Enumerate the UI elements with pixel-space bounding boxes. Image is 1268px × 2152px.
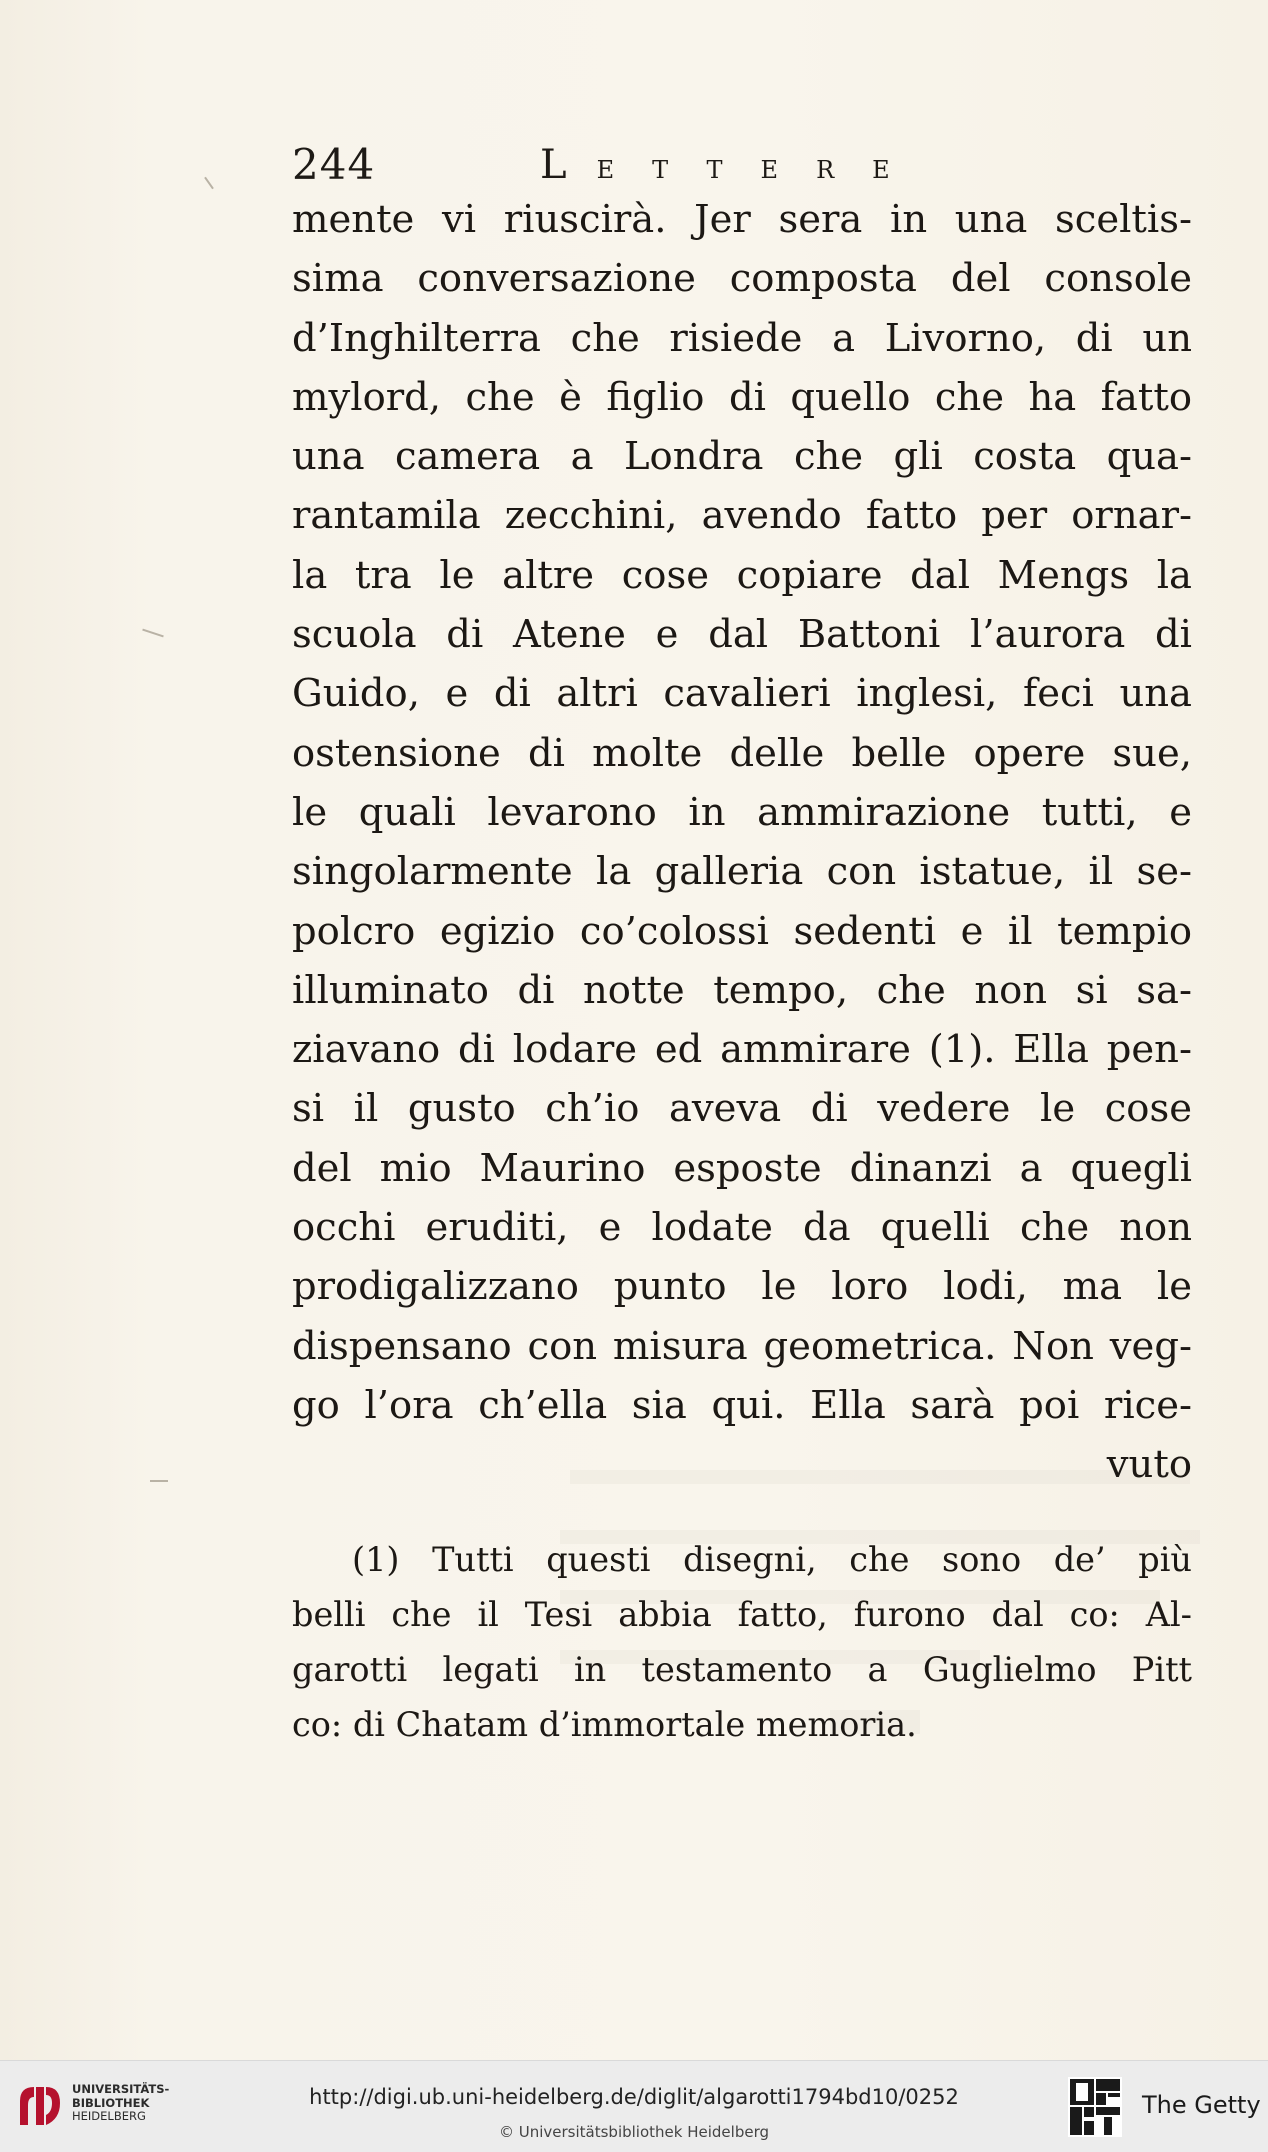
text-line: occhi eruditi, e lodate da quelli che non (292, 1205, 1192, 1251)
library-name-line: UNIVERSITÄTS- (72, 2082, 170, 2096)
text-line: d’Inghilterra che risiede a Livorno, di un (292, 315, 1192, 361)
text-line: scuola di Atene e dal Battoni l’aurora di (292, 612, 1192, 658)
text-line: dispensano con misura geometrica. Non veg- (292, 1323, 1192, 1369)
copyright-notice: © Universitätsbibliothek Heidelberg (498, 2123, 769, 2141)
page-mark (150, 1480, 168, 1482)
text-line: sima conversazione composta del console (292, 256, 1192, 302)
text-line: go l’ora ch’ella sia qui. Ella sarà poi rice- (292, 1382, 1192, 1428)
footnote (292, 1532, 1192, 1752)
text-line: ziavano di lodare ed ammirare (1). Ella pen- (292, 1027, 1192, 1073)
permalink-url[interactable]: http://digi.ub.uni-heidelberg.de/diglit/algarotti1794bd10/0252 (309, 2085, 959, 2109)
library-name-line: HEIDELBERG (72, 2109, 146, 2123)
text-line: le quali levarono in ammirazione tutti, e (292, 789, 1192, 835)
text-line: ostensione di molte delle belle opere sue, (292, 730, 1192, 776)
text-line: del mio Maurino esposte dinanzi a quegli (292, 1145, 1192, 1191)
page-number: 244 (292, 140, 376, 189)
text-line: illuminato di notte tempo, che non si sa- (292, 967, 1192, 1013)
text-line: la tra le altre cose copiare dal Mengs la (292, 552, 1192, 598)
running-header (292, 140, 1182, 190)
text-line: Guido, e di altri cavalieri inglesi, feci una (292, 671, 1192, 717)
text-line: mente vi riuscirà. Jer sera in una sceltis- (292, 197, 1192, 242)
footnote-line: (1) Tutti questi disegni, che sono de’ più (352, 1540, 1192, 1579)
catchword: vuto (1106, 1442, 1192, 1488)
running-head-initial: L (540, 142, 597, 188)
page-mark (204, 177, 214, 190)
getty-logo-icon (1066, 2075, 1124, 2139)
viewer-footer (0, 2060, 1268, 2152)
body-text (292, 190, 1192, 1495)
library-name-line: BIBLIOTHEK (72, 2095, 150, 2110)
text-line: rantamila zecchini, avendo fatto per ornar- (292, 493, 1192, 539)
running-head (540, 142, 928, 188)
running-head-rest: ETTERE (596, 156, 928, 184)
text-line: prodigalizzano punto le loro lodi, ma le (292, 1264, 1192, 1310)
text-line: una camera a Londra che gli costa qua- (292, 434, 1192, 480)
footnote-line: belli che il Tesi abbia fatto, furono dal co: Al- (292, 1595, 1192, 1634)
text-line: mylord, che è figlio di quello che ha fatto (292, 374, 1192, 420)
text-line: polcro egizio co’colossi sedenti e il tempio (292, 908, 1192, 954)
footnote-line: co: di Chatam d’immortale memoria. (292, 1705, 917, 1744)
getty-name: The Getty (1142, 2091, 1261, 2119)
footnote-line: garotti legati in testamento a Guglielmo Pitt (292, 1650, 1192, 1689)
text-line: singolarmente la galleria con istatue, il se- (292, 849, 1192, 895)
text-line: si il gusto ch’io aveva di vedere le cose (292, 1086, 1192, 1132)
page-mark (142, 629, 164, 638)
